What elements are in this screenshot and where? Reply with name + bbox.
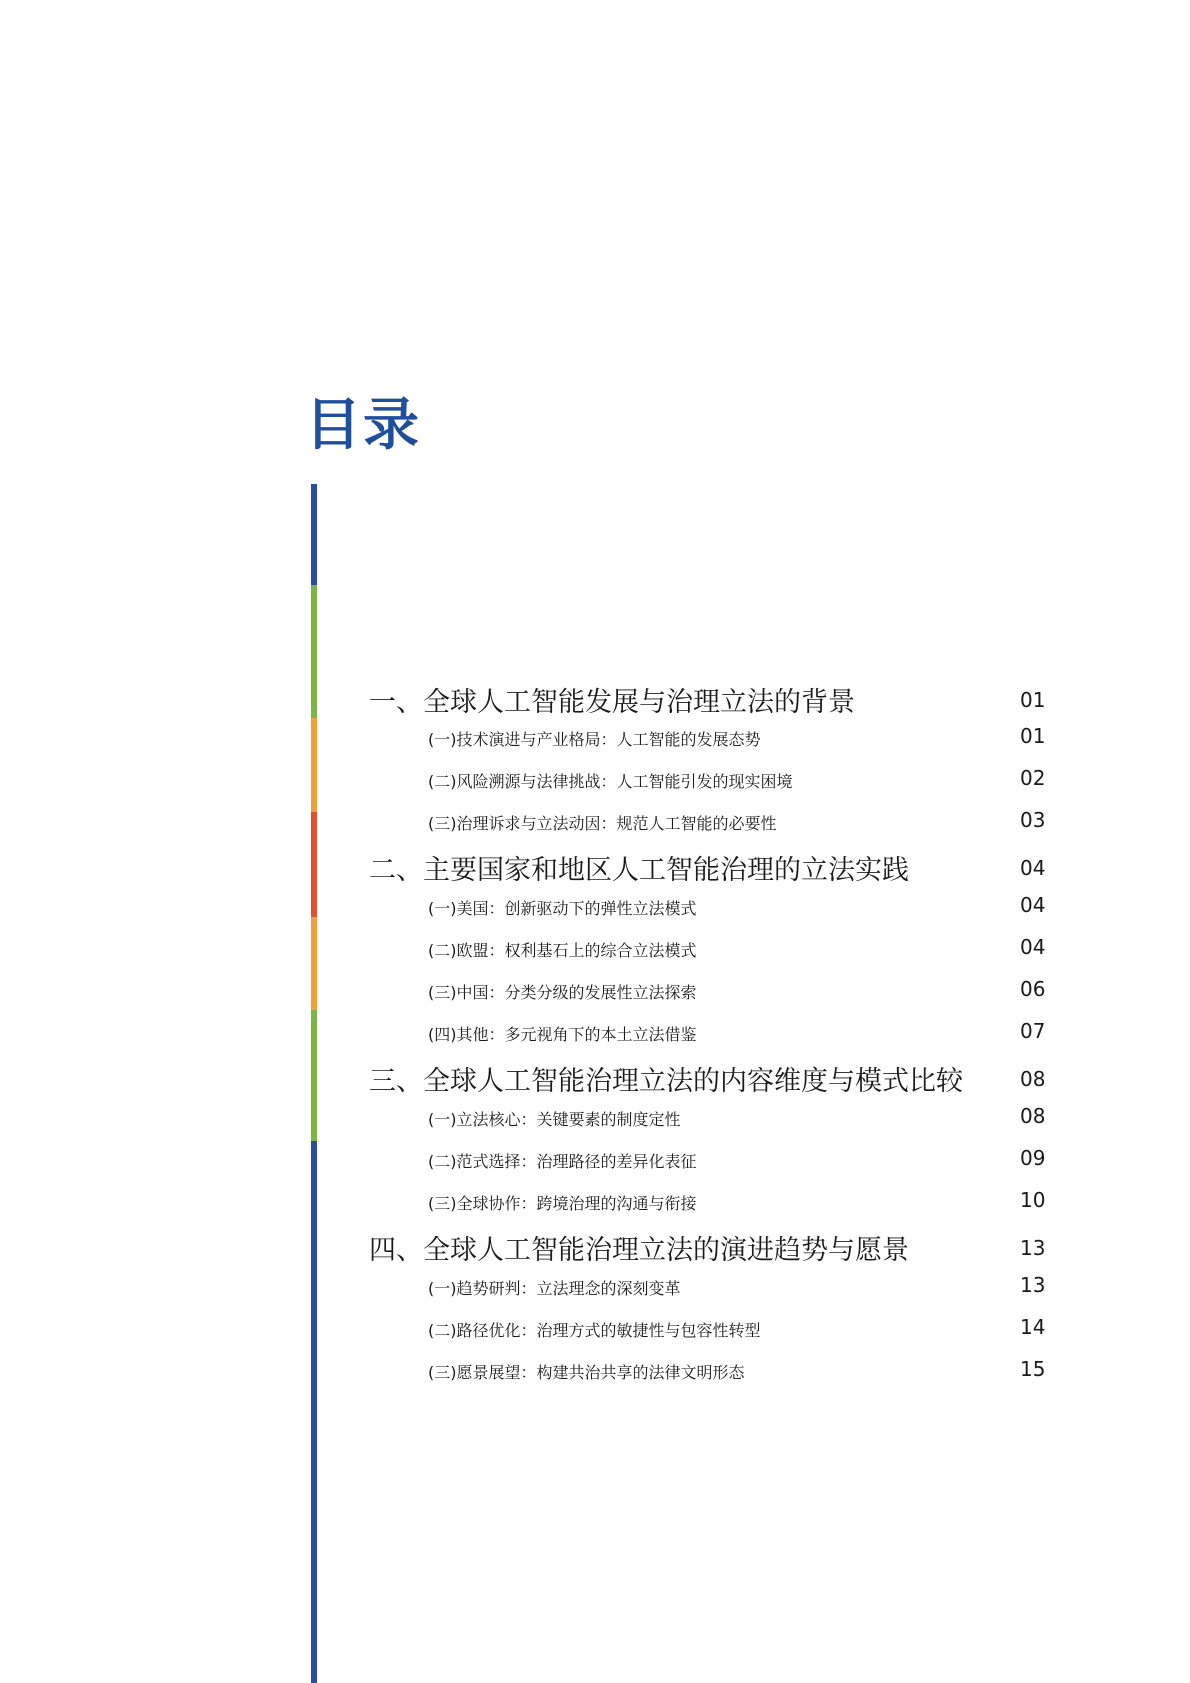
toc-entry-page-number: 07 xyxy=(1020,1019,1046,1043)
toc-entry-title: 一、全球人工智能发展与治理立法的背景 xyxy=(369,687,855,718)
toc-entry-page-number: 04 xyxy=(1020,856,1046,880)
toc-entry-title: (二)欧盟：权利基石上的综合立法模式 xyxy=(428,941,697,960)
toc-entry-title: (一)立法核心：关键要素的制度定性 xyxy=(428,1110,681,1129)
toc-entry-page-number: 10 xyxy=(1020,1188,1046,1212)
toc-entry-page-number: 15 xyxy=(1020,1357,1046,1381)
page-title: 目录 xyxy=(305,393,421,458)
toc-entry-page-number: 04 xyxy=(1020,935,1046,959)
toc-entry-page-number: 01 xyxy=(1020,724,1046,748)
toc-entry-page-number: 02 xyxy=(1020,766,1046,790)
toc-entry-page-number: 03 xyxy=(1020,808,1046,832)
toc-entry-title: (一)技术演进与产业格局：人工智能的发展态势 xyxy=(428,730,761,749)
toc-entry-page-number: 01 xyxy=(1020,688,1046,712)
toc-entry-title: 三、全球人工智能治理立法的内容维度与模式比较 xyxy=(369,1066,963,1097)
toc-entry-title: (三)中国：分类分级的发展性立法探索 xyxy=(428,983,697,1002)
toc-entry-title: 二、主要国家和地区人工智能治理的立法实践 xyxy=(369,855,909,886)
toc-entry-title: (三)治理诉求与立法动因：规范人工智能的必要性 xyxy=(428,814,777,833)
toc-entry-page-number: 13 xyxy=(1020,1236,1046,1260)
toc-entry-page-number: 14 xyxy=(1020,1315,1046,1339)
toc-entry-title: (三)愿景展望：构建共治共享的法律文明形态 xyxy=(428,1363,745,1382)
toc-entry-page-number: 06 xyxy=(1020,977,1046,1001)
toc-entry-title: 四、全球人工智能治理立法的演进趋势与愿景 xyxy=(369,1235,909,1266)
toc-entry-page-number: 13 xyxy=(1020,1273,1046,1297)
toc-entry-title: (四)其他：多元视角下的本土立法借鉴 xyxy=(428,1025,697,1044)
toc-entry-page-number: 04 xyxy=(1020,893,1046,917)
toc-entry-title: (三)全球协作：跨境治理的沟通与衔接 xyxy=(428,1194,697,1213)
toc-entry-title: (一)趋势研判：立法理念的深刻变革 xyxy=(428,1279,681,1298)
toc-entry-title: (一)美国：创新驱动下的弹性立法模式 xyxy=(428,899,697,918)
toc-entry-page-number: 09 xyxy=(1020,1146,1046,1170)
toc-entry-title: (二)风险溯源与法律挑战：人工智能引发的现实困境 xyxy=(428,772,793,791)
toc-entry-title: (二)范式选择：治理路径的差异化表征 xyxy=(428,1152,697,1171)
toc-entry-page-number: 08 xyxy=(1020,1067,1046,1091)
toc-entry-page-number: 08 xyxy=(1020,1104,1046,1128)
toc-entry-title: (二)路径优化：治理方式的敏捷性与包容性转型 xyxy=(428,1321,761,1340)
